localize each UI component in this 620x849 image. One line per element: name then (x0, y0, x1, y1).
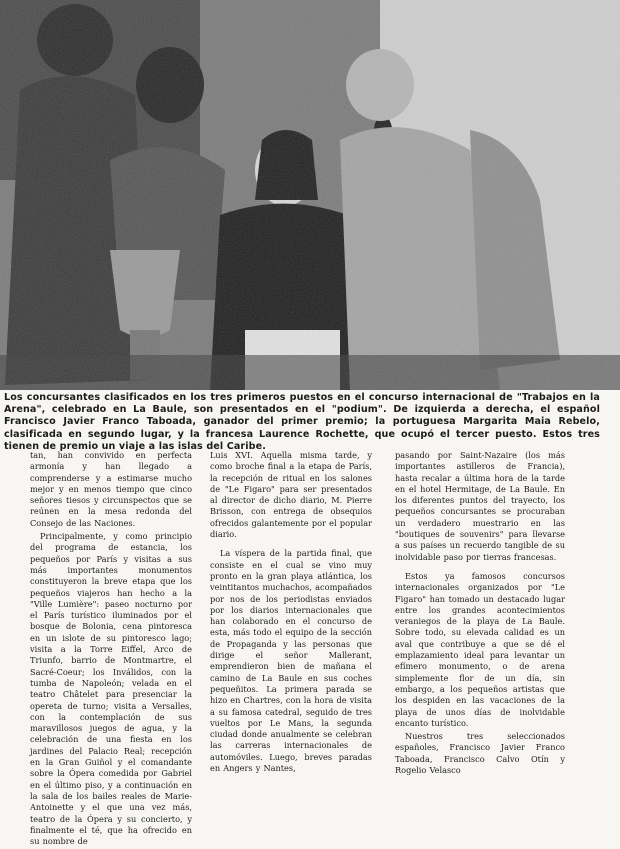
article-column-3 (395, 450, 565, 778)
paragraph: Principalmente, y como principio del programa de estancia, los pequeños por París y visitas a sus más importantes monumentos constituyeron la breve etapa que los pequeños viajeros han hecho a la "Ville Lumière": paseo nocturno por el París turístico iluminados por el bosque de Bolonia, cena pintoresca en un islote de su pintoresco lago; visita a la Torre Eiffel, Arco de Triunfo, barrio de Montmartre, el Sacré-Coeur; los Inválidos, con la tumba de Napoleón; velada en el teatro Châtelet para presenciar la opereta de turno; visita a Versalles, con la contemplación de sus maravillosos juegos de agua, y la celebración de una fiesta en los jardines del Palacio Real; recepción en la Gran Guiñol y el comandante sobre la Ópera comedida por Gabriel en el último piso, y a continuación en la sala de los bailes reales de Marie-Antoinette y el que una vez más, teatro de la Ópera y su concierto, y finalmente el té, que ha ofrecido en su nombre de (30, 531, 192, 847)
paragraph: Luis XVI. Aquella misma tarde, y como broche final a la etapa de París, la recepción de ritual en los salones de "Le Figaro" para ser presentados al director de dicho diario, M. Pierre Brisson, con entrega de obsequios ofrecidos galantemente por el popular diario. (210, 450, 372, 540)
paragraph: tan, han convivido en perfecta armonía y han llegado a comprenderse y a estimarse mucho mejor y en menos tiempo que cinco señores tiesos y circunspectos que se reúnen en la mesa redonda del Consejo de las Naciones. (30, 450, 192, 528)
news-photo (0, 0, 620, 390)
article-column-2 (210, 450, 372, 776)
photo-caption: Los concursantes clasificados en los tres primeros puestos en el concurso internacional de "Trabajos en la Arena", celebrado en La Baule, son presentados en el "podium". De izquierda a derecha, el español Francisco Javier Franco Taboada, ganador del primer premio; la portuguesa Margarita Maia Rebelo, clasificada en segundo lugar, y la francesa Laurence Rochette, que ocupó el tercer puesto. Estos tres tienen de premio un viaje a las islas del Caribe. (4, 392, 600, 452)
photo-illustration (0, 0, 620, 390)
paragraph: Estos ya famosos concursos internacionales organizados por "Le Figaro" han tomado un destacado lugar entre los grandes acontecimientos veraniegos de la playa de La Baule. Sobre todo, su elevada calidad es un aval que contribuye a que se dé el emplazamiento ideal para levantar un efímero monumento, o de arena simplemente flor de un día, sin embargo, a los pequeños artistas que los despiden en las vacaciones de la playa de unos días de inolvidable encanto turístico. (395, 570, 565, 728)
paragraph: La víspera de la partida final, que consiste en el cual se vino muy pronto en la gran playa atlántica, los veintitantos muchachos, acompañados por nos de los periodistas enviados por los diarios internacionales que han colaborado en el concurso de esta, más todo el equipo de la sección de Propaganda y las personas que dirige el señor Mallerant, emprendieron bien de mañana el camino de La Baule en sus coches pequeñitos. La primera parada se hizo en Chartres, con la hora de visita a su famosa catedral, seguido de tres vueltos por Le Mans, la segunda ciudad donde anualmente se celebran las carreras internacionales de automóviles. Luego, breves paradas en Angers y Nantes, (210, 548, 372, 774)
paragraph: Nuestros tres seleccionados españoles, Francisco Javier Franco Taboada, Francisco Calvo Otín y Rogelio Velasco (395, 731, 565, 776)
paragraph: pasando por Saint-Nazaire (los más importantes astilleros de Francia), hasta recalar a última hora de la tarde en el hotel Hermitage, de La Baule. En los diferentes puntos del trayecto, los pequeños concursantes se procuraban un verdadero muestrario en las "boutiques de souvenirs" para llevarse a sus países un recuerdo tangible de su inolvidable paso por tierras francesas. (395, 450, 565, 562)
article-column-1 (30, 450, 192, 849)
